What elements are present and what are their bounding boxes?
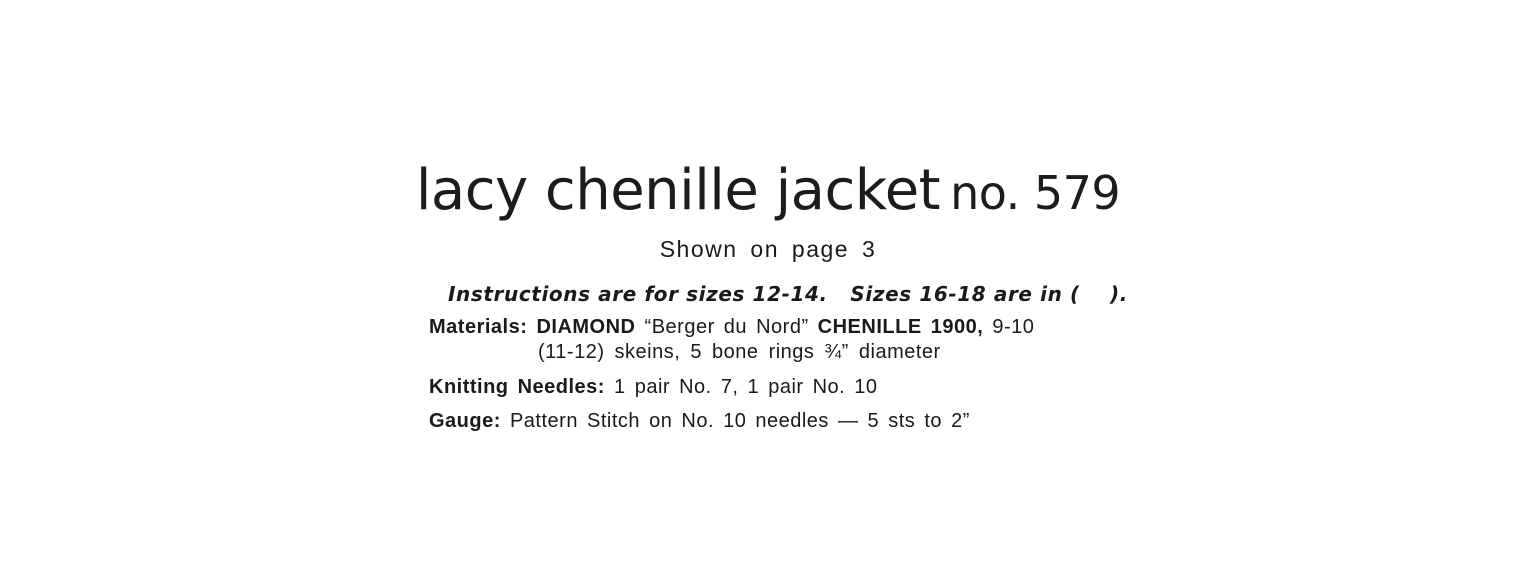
materials-brand: DIAMOND xyxy=(536,316,636,338)
materials-yarn-type: CHENILLE 1900, xyxy=(817,316,984,338)
gauge-value: Pattern Stitch on No. 10 needles — 5 sts to 2” xyxy=(509,410,970,432)
needles-label: Knitting Needles: xyxy=(429,376,605,398)
pattern-title xyxy=(0,158,1536,223)
gauge-label: Gauge: xyxy=(429,410,501,432)
needles-value: 1 pair No. 7, 1 pair No. 10 xyxy=(614,376,878,398)
pattern-number: no. 579 xyxy=(950,166,1121,220)
needles-line xyxy=(429,376,878,399)
gauge-line xyxy=(429,410,970,433)
sizes-note: Instructions are for sizes 12-14. Sizes 16-18 are in ( ). xyxy=(448,282,1128,306)
materials-line xyxy=(429,316,1034,339)
page-reference: Shown on page 3 xyxy=(659,236,877,262)
materials-quantity: 9-10 xyxy=(992,316,1035,338)
materials-continuation: (11-12) skeins, 5 bone rings ¾” diameter xyxy=(538,341,941,363)
materials-label: Materials: xyxy=(429,316,528,338)
title-text: lacy chenille jacket xyxy=(415,158,941,223)
materials-yarn-name: “Berger du Nord” xyxy=(644,316,809,338)
